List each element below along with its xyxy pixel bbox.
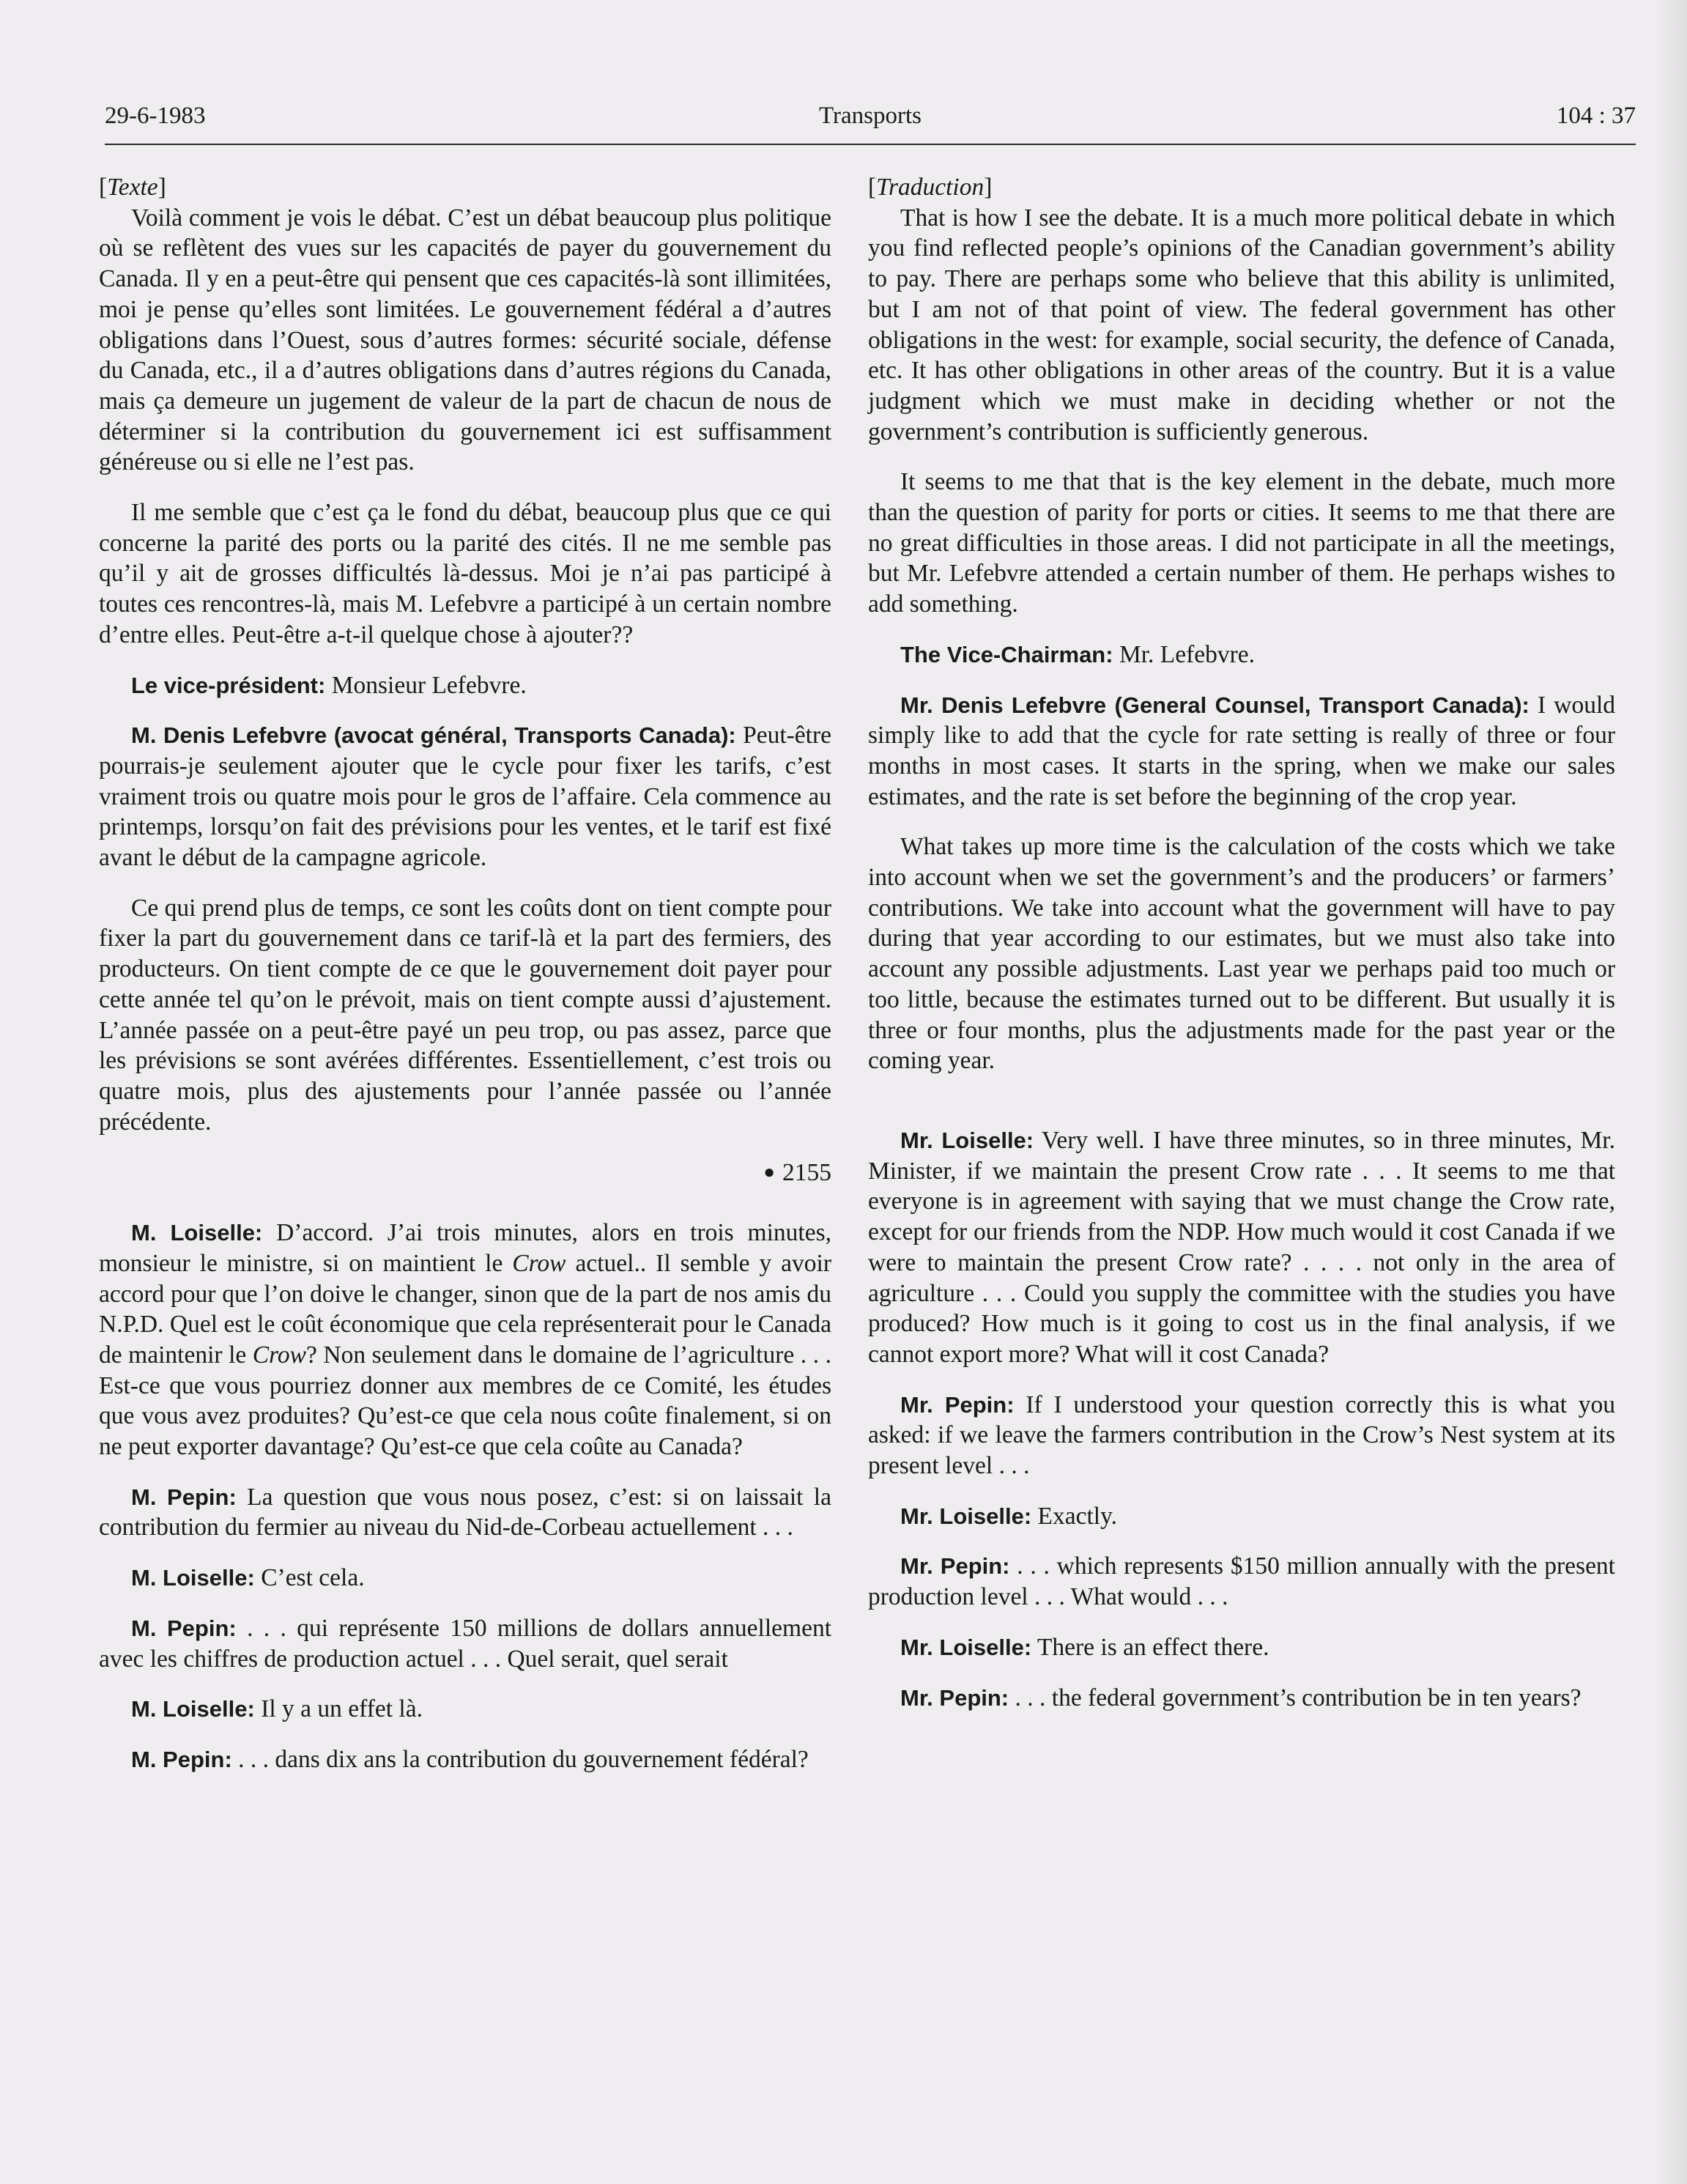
speaker-name: Mr. Loiselle: [900,1127,1034,1153]
header-page-number: 104 : 37 [1556,103,1636,129]
speech: Mr. Pepin: . . . the federal government’s contribution be in ten years? [900,1684,1582,1711]
header-title: Transports [819,103,922,129]
speech: M. Denis Lefebvre (avocat général, Transports Canada): Peut-être pourrais-je seulement ajouter que le cycle pour fixer les tarifs, c’est vraiment trois ou quatre mois pour le gros de l’affaire. Cela commence au printemps, lorsqu’on fait des prévisions pour les ventes, et le tarif est fixé avant le début de la campagne agricole. [99,722,831,872]
paragraph: Ce qui prend plus de temps, ce sont les coûts dont on tient compte pour fixer la part du gouvernement dans ce tarif-là et la part des fermiers, des producteurs. On tient compte de ce que le gouvernement doit payer pour cette année tel qu’on le prévoit, mais on tient compte aussi d’ajustement. L’année passée on a peut-être payé un peu trop, ou pas assez, parce que les prévisions se sont avérées différentes. Essentiellement, c’est trois ou quatre mois, plus des ajustements pour l’année passée ou l’année précédente. [99,894,831,1136]
page-edge-shadow [1655,0,1687,2184]
speech: Mr. Denis Lefebvre (General Counsel, Transport Canada): I would simply like to add that the cycle for rate setting is really of three or four months in most cases. It starts in the spring, when we make our sales estimates, and the rate is set before the beginning of the crop year. [868,691,1616,810]
speaker-name: M. Pepin: [131,1615,237,1641]
language-tag: [Traduction] [868,174,993,201]
speaker-name: M. Loiselle: [131,1565,255,1591]
speech: The Vice-Chairman: Mr. Lefebvre. [900,640,1256,668]
speech: M. Pepin: . . . dans dix ans la contribution du gouvernement fédéral? [131,1745,809,1773]
speech: Mr. Loiselle: There is an effect there. [900,1633,1269,1661]
speaker-name: M. Loiselle: [131,1220,263,1246]
speech: M. Pepin: La question que vous nous posez, c’est: si on laissait la contribution du fermier au niveau du Nid-de-Corbeau actuellement . . . [99,1483,831,1541]
speaker-name: Mr. Loiselle: [900,1503,1032,1529]
speaker-name: The Vice-Chairman: [900,641,1113,667]
speech: M. Loiselle: D’accord. J’ai trois minutes, alors en trois minutes, monsieur le ministre, si on maintient le Crow actuel.. Il semble y avoir accord pour que l’on doive le changer, sinon que de la part de nos amis du N.P.D. Quel est le coût économique que cela représenterait pour le Canada de maintenir le Crow? Non seulement dans le domaine de l’agriculture . . . Est-ce que vous pourriez donner aux membres de ce Comité, les études que vous avez produites? Qu’est-ce que cela nous coûte finalement, si on ne peut exporter davantage? Qu’est-ce que cela coûte au Canada? [99,1219,831,1461]
language-tag: [Texte] [99,174,166,201]
speaker-name: Mr. Pepin: [900,1391,1015,1418]
speaker-name: M. Denis Lefebvre (avocat général, Transports Canada): [131,722,736,749]
speech: M. Loiselle: C’est cela. [131,1564,365,1592]
speech: Mr. Loiselle: Very well. I have three minutes, so in three minutes, Mr. Minister, if we maintain the present Crow rate . . . It seems to me that everyone is in agreement with saying that we must change the Crow rate, except for our friends from the NDP. How much would it cost Canada if we were to maintain the present Crow rate? . . . . not only in the area of agriculture . . . Could you supply the committee with the studies you have produced? How much is it going to cost us in the final analysis, if we cannot export more? What will it cost Canada? [868,1126,1615,1368]
time-marker: ● 2155 [763,1159,831,1187]
speaker-name: Mr. Pepin: [900,1553,1010,1580]
speech: Mr. Pepin: . . . which represents $150 million annually with the present production level . . . What would . . . [868,1552,1615,1611]
speaker-name: Mr. Pepin: [900,1684,1009,1711]
header-date: 29-6-1983 [105,103,206,129]
speech: M. Pepin: . . . qui représente 150 millions de dollars annuellement avec les chiffres de production actuel . . . Quel serait, quel serait [99,1614,832,1673]
speech: Le vice-président: Monsieur Lefebvre. [131,671,527,699]
speaker-name: Mr. Denis Lefebvre (General Counsel, Transport Canada): [900,692,1530,718]
speaker-name: Mr. Loiselle: [900,1634,1032,1660]
speech: Mr. Pepin: If I understood your question correctly this is what you asked: if we leave the farmers contribution in the Crow’s Nest system at its present level . . . [868,1391,1615,1480]
paragraph: That is how I see the debate. It is a much more political debate in which you find reflected people’s opinions of the Canadian government’s ability to pay. There are perhaps some who believe that this ability is unlimited, but I am not of that point of view. The federal government has other obligations in the west: for example, social security, the defence of Canada, etc. It has other obligations in other areas of the country. But it is a value judgment which we must make in deciding whether or not the government’s contribution is sufficiently generous. [868,204,1615,445]
speaker-name: M. Pepin: [131,1746,232,1772]
bullet-icon: ● [763,1161,775,1183]
speaker-name: Le vice-président: [131,672,326,698]
running-header [105,101,1636,145]
paragraph: Il me semble que c’est ça le fond du débat, beaucoup plus que ce qui concerne la parité des ports ou la parité des cités. Il ne me semble pas qu’il y ait de grosses difficultés là-dessus. Moi je n’ai pas participé à toutes ces rencontres-là, mais M. Lefebvre a participé à un certain nombre d’entre elles. Peut-être a-t-il quelque chose à ajouter?? [99,499,831,648]
paragraph: It seems to me that that is the key element in the debate, much more than the question of parity for ports or cities. It seems to me that there are no great difficulties in those areas. I did not participate in all the meetings, but Mr. Lefebvre attended a certain number of them. He perhaps wishes to add something. [868,468,1615,618]
paragraph: What takes up more time is the calculation of the costs which we take into account when we set the government’s and the producers’ or farmers’ contributions. We take into account what the government will have to pay during that year according to our estimates, but we must also take into account any possible adjustments. Last year we perhaps paid too much or too little, because the estimates turned out to be different. But usually it is three or four months, plus the adjustments made for the past year or the coming year. [868,833,1615,1075]
speech: Mr. Loiselle: Exactly. [900,1502,1118,1530]
spacer [868,1096,1615,1125]
speaker-name: M. Loiselle: [131,1696,255,1722]
speech: M. Loiselle: Il y a un effet là. [131,1695,423,1723]
speaker-name: M. Pepin: [131,1484,237,1510]
column-french [99,172,831,1795]
column-english [868,172,1615,1733]
paragraph: Voilà comment je vois le débat. C’est un débat beaucoup plus politique où se reflètent des vues sur les capacités de payer du gouvernement du Canada. Il y en a peut-être qui pensent que ces capacités-là sont illimitées, moi je pense qu’elles sont limitées. Le gouvernement fédéral a d’autres obligations dans l’Ouest, sous d’autres formes: sécurité sociale, défense du Canada, etc., il a d’autres obligations dans d’autres régions du Canada, mais ça demeure un jugement de valeur de la part de chacun de nous de déterminer si la contribution du gouvernement ici est suffisamment généreuse ou si elle ne l’est pas. [99,204,831,476]
